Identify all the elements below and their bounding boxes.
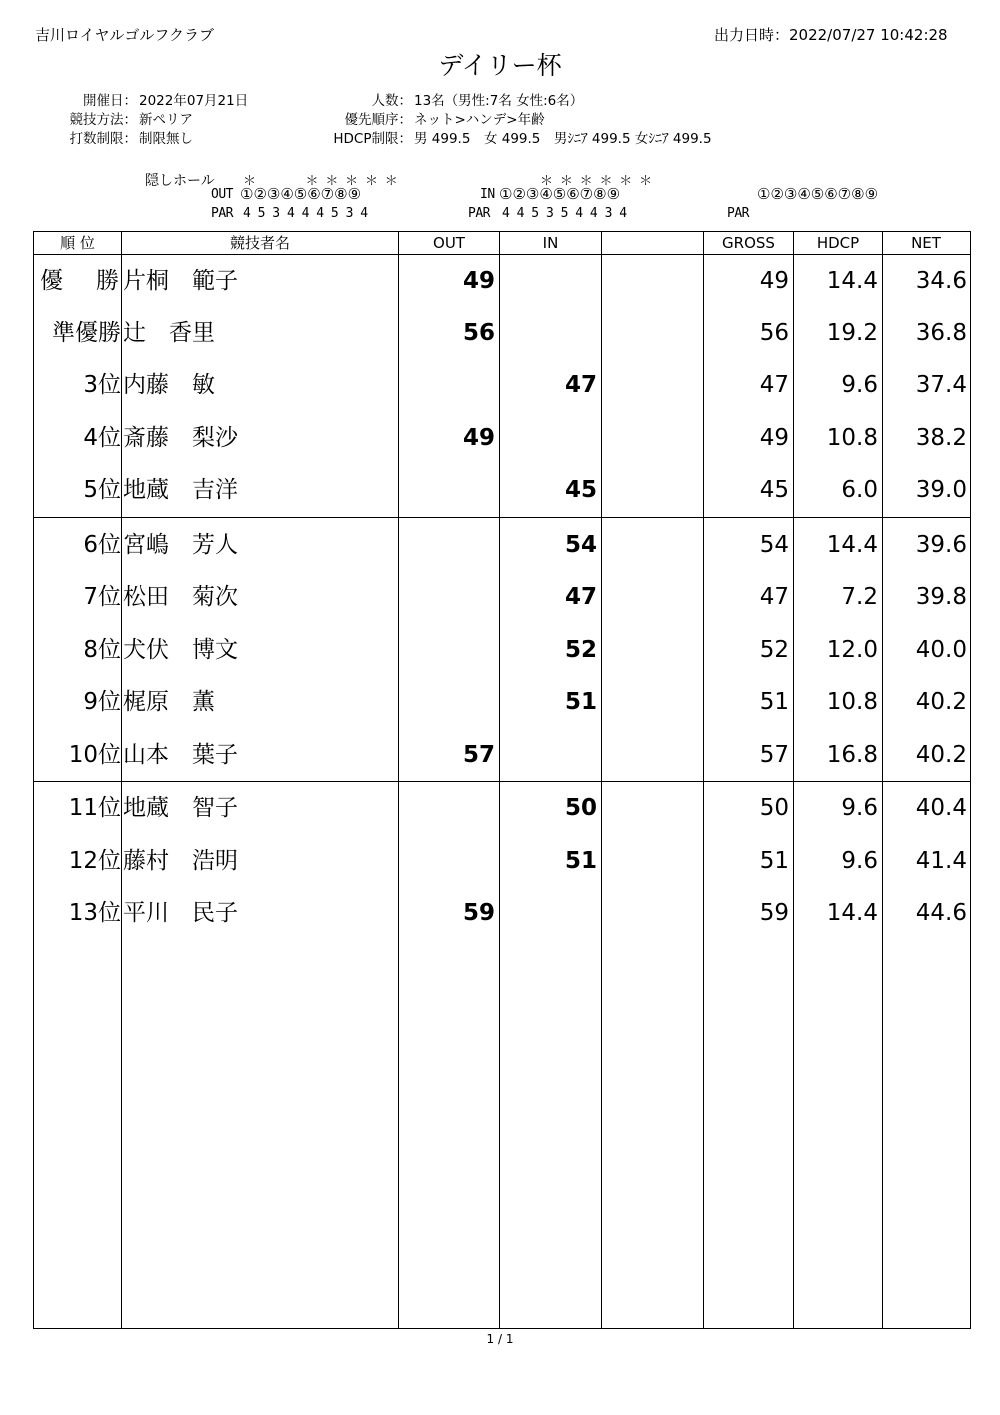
- cell-gross: 45: [759, 477, 789, 503]
- extra-par-label: PAR: [727, 206, 749, 221]
- club-name: 吉川ロイヤルゴルフクラブ: [35, 26, 214, 44]
- printed-timestamp: 出力日時：2022/07/27 10:42:28: [714, 26, 948, 44]
- cell-name: 藤村 浩明: [123, 848, 238, 874]
- extra-hole-numbers: ①②③④⑤⑥⑦⑧⑨: [757, 185, 879, 203]
- col-header-rank: 順 位: [60, 234, 95, 252]
- cell-in: 47: [564, 584, 597, 610]
- out-hole-numbers: ①②③④⑤⑥⑦⑧⑨: [240, 185, 362, 203]
- cell-rank: 7位: [83, 584, 121, 610]
- cell-in: 50: [564, 795, 597, 821]
- cell-rank: 3位: [83, 372, 121, 398]
- cell-gross: 59: [759, 900, 789, 926]
- cell-out: [399, 835, 495, 887]
- cell-in: 45: [564, 477, 597, 503]
- results-table: [33, 231, 971, 1329]
- cell-gross: 54: [759, 532, 789, 558]
- cell-net: 44.6: [915, 900, 967, 926]
- cell-gross: 51: [759, 848, 789, 874]
- cell-gross: 49: [759, 425, 789, 451]
- col-header-gross: GROSS: [722, 234, 775, 252]
- cell-in: 52: [564, 637, 597, 663]
- col-header-in: IN: [542, 234, 559, 252]
- cell-out: 49: [462, 425, 495, 451]
- cell-net: 39.6: [915, 532, 967, 558]
- cell-net: 36.8: [915, 320, 967, 346]
- in-label: IN: [480, 187, 495, 202]
- page-title: デイリー杯: [438, 51, 562, 80]
- cell-gross: 57: [759, 742, 789, 768]
- cell-out: 56: [462, 320, 495, 346]
- cell-gross: 47: [759, 584, 789, 610]
- cell-rank: 5位: [83, 477, 121, 503]
- cell-out: [399, 359, 495, 411]
- cell-name: 内藤 敏: [123, 372, 215, 398]
- cell-name: 山本 葉子: [123, 742, 238, 768]
- cell-rank: 9位: [83, 689, 121, 715]
- cell-gross: 49: [759, 268, 789, 294]
- cell-rank: 12位: [68, 848, 121, 874]
- cell-hdcp: 6.0: [841, 477, 878, 503]
- col-header-out: OUT: [433, 234, 465, 252]
- cell-net: 40.0: [915, 637, 967, 663]
- cell-hdcp: 10.8: [826, 425, 878, 451]
- priority-label: 優先順序：: [344, 112, 412, 128]
- cell-name: 片桐 範子: [123, 268, 238, 294]
- cell-out: [399, 676, 495, 728]
- cell-hdcp: 10.8: [826, 689, 878, 715]
- cell-name: 宮嶋 芳人: [123, 532, 238, 558]
- cell-hdcp: 14.4: [826, 532, 878, 558]
- cell-gross: 50: [759, 795, 789, 821]
- cell-rank: 11位: [68, 795, 121, 821]
- cell-net: 38.2: [915, 425, 967, 451]
- cell-rank: 13位: [68, 900, 121, 926]
- priority-value: ネット>ハンデ>年齢: [414, 112, 545, 128]
- cell-hdcp: 9.6: [841, 372, 878, 398]
- cell-out: [399, 464, 495, 516]
- cell-gross: 52: [759, 637, 789, 663]
- cell-net: 34.6: [915, 268, 967, 294]
- in-hidden-marks: ＊ ＊ ＊ ＊ ＊ ＊: [540, 174, 652, 189]
- cell-in: [500, 255, 597, 307]
- cell-name: 松田 菊次: [123, 584, 238, 610]
- col-header-name: 競技者名: [229, 234, 290, 252]
- in-hole-numbers: ①②③④⑤⑥⑦⑧⑨: [499, 185, 621, 203]
- cell-in: [500, 307, 597, 359]
- page-number: 1 / 1: [486, 1332, 514, 1346]
- hidden-holes-label: 隠しホール: [145, 173, 215, 189]
- cell-hdcp: 12.0: [826, 637, 878, 663]
- cell-net: 37.4: [915, 372, 967, 398]
- cell-hdcp: 14.4: [826, 900, 878, 926]
- cell-out: [399, 519, 495, 571]
- cell-hdcp: 16.8: [826, 742, 878, 768]
- hdcp-limit-value: 男 499.5 女 499.5 男ｼﾆｱ 499.5 女ｼﾆｱ 499.5: [414, 131, 712, 147]
- cell-in: 54: [564, 532, 597, 558]
- cell-out: [399, 571, 495, 623]
- cell-out: 49: [462, 268, 495, 294]
- cell-rank: 8位: [83, 637, 121, 663]
- cell-name: 梶原 薫: [123, 689, 215, 715]
- cell-gross: 56: [759, 320, 789, 346]
- cell-in: [500, 729, 597, 781]
- cell-out: 59: [462, 900, 495, 926]
- cell-net: 39.0: [915, 477, 967, 503]
- cell-in: [500, 412, 597, 464]
- players-value: 13名（男性:7名 女性:6名）: [414, 93, 584, 109]
- cell-rank: 6位: [83, 532, 121, 558]
- limit-label: 打数制限：: [69, 131, 137, 147]
- out-hidden-marks: ＊ ＊ ＊ ＊ ＊ ＊: [243, 174, 398, 189]
- col-header-hdcp: HDCP: [816, 234, 860, 252]
- cell-hdcp: 9.6: [841, 848, 878, 874]
- method-value: 新ペリア: [139, 112, 193, 128]
- hdcp-limit-label: HDCP制限：: [333, 131, 412, 147]
- cell-gross: 51: [759, 689, 789, 715]
- cell-in: 47: [564, 372, 597, 398]
- cell-name: 辻 香里: [123, 320, 215, 346]
- players-label: 人数：: [371, 93, 412, 109]
- cell-gross: 47: [759, 372, 789, 398]
- cell-rank: 10位: [68, 742, 121, 768]
- cell-hdcp: 7.2: [841, 584, 878, 610]
- out-label: OUT: [211, 187, 233, 202]
- out-par-label: PAR: [211, 206, 233, 221]
- cell-name: 地蔵 吉洋: [123, 477, 238, 503]
- cell-in: [500, 887, 597, 939]
- cell-net: 40.2: [915, 742, 967, 768]
- cell-name: 平川 民子: [123, 900, 238, 926]
- cell-out: [399, 624, 495, 676]
- cell-net: 40.2: [915, 689, 967, 715]
- cell-out: [399, 782, 495, 834]
- out-par-values: 4 5 3 4 4 4 5 3 4: [243, 206, 368, 221]
- cell-name: 犬伏 博文: [123, 637, 238, 663]
- cell-net: 40.4: [915, 795, 967, 821]
- cell-rank: 4位: [83, 425, 121, 451]
- cell-net: 39.8: [915, 584, 967, 610]
- limit-value: 制限無し: [139, 131, 193, 147]
- in-par-label: PAR: [468, 206, 490, 221]
- method-label: 競技方法：: [69, 112, 137, 128]
- date-label: 開催日：: [83, 93, 137, 109]
- cell-hdcp: 19.2: [826, 320, 878, 346]
- col-header-net: NET: [911, 234, 941, 252]
- cell-rank: 優 勝: [40, 268, 119, 294]
- date-value: 2022年07月21日: [139, 93, 249, 109]
- cell-rank: 準優勝: [52, 320, 121, 346]
- cell-out: 57: [462, 742, 495, 768]
- in-par-values: 4 4 5 3 5 4 4 3 4: [502, 206, 627, 221]
- cell-in: 51: [564, 689, 597, 715]
- cell-hdcp: 9.6: [841, 795, 878, 821]
- cell-hdcp: 14.4: [826, 268, 878, 294]
- cell-name: 斎藤 梨沙: [123, 425, 238, 451]
- cell-name: 地蔵 智子: [123, 795, 238, 821]
- cell-net: 41.4: [915, 848, 967, 874]
- cell-in: 51: [564, 848, 597, 874]
